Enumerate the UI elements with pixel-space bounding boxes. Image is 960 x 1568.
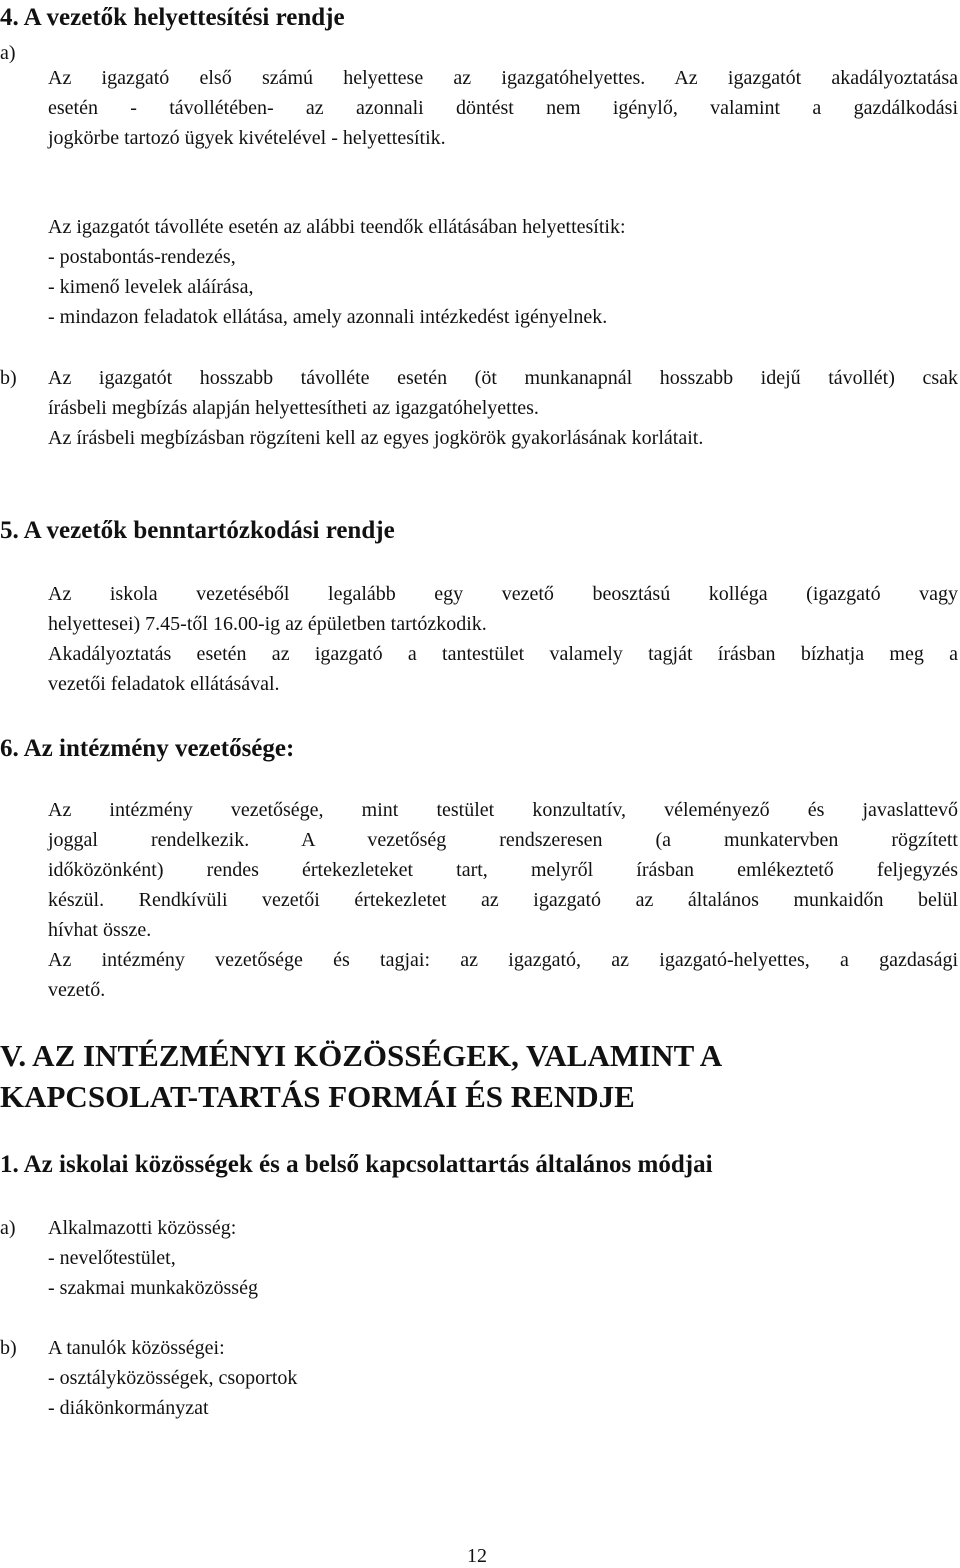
subsection-1-item-b-list	[48, 1333, 297, 1423]
chapter-v-heading-line-2: KAPCSOLAT-TARTÁS FORMÁI ÉS RENDJE	[0, 1079, 635, 1114]
subsection-1-item-a-label: a)	[0, 1217, 16, 1239]
text-line: hívhat össze.	[48, 919, 152, 941]
text-line: Az iskola vezetéséből legalább egy vezető beosztású kolléga (igazgató vagy	[48, 583, 958, 605]
text-line: Az írásbeli megbízásban rögzíteni kell az egyes jogkörök gyakorlásának korlátait.	[48, 427, 704, 449]
text-line: vezetői feladatok ellátásával.	[48, 673, 280, 695]
text-line: időközönként) rendes értekezleteket tart, melyről írásban emlékeztető feljegyzés	[48, 859, 958, 881]
text-line: Az igazgatót hosszabb távolléte esetén (öt munkanapnál hosszabb idejű távollét) csak	[48, 367, 958, 389]
list-item: - kimenő levelek aláírása,	[48, 276, 254, 298]
text-line: esetén - távollétében- az azonnali döntést nem igénylő, valamint a gazdálkodási	[48, 97, 958, 119]
text-line: A tanulók közösségei:	[48, 1337, 225, 1359]
section-5-text	[48, 579, 958, 699]
text-line: jogkörbe tartozó ügyek kivételével - helyettesítik.	[48, 127, 446, 149]
section-4-item-a-text	[48, 63, 958, 153]
text-line: Az intézmény vezetősége, mint testület konzultatív, véleményező és javaslattevő	[48, 799, 958, 821]
section-5-heading: 5. A vezetők benntartózkodási rendje	[0, 517, 395, 544]
text-line: írásbeli megbízás alapján helyettesítheti az igazgatóhelyettes.	[48, 397, 539, 419]
page-number: 12	[467, 1545, 487, 1567]
section-4-item-a-list	[48, 212, 626, 332]
text-line: Az igazgató első számú helyettese az igazgatóhelyettes. Az igazgatót akadályoztatása	[48, 67, 958, 89]
list-item: - osztályközösségek, csoportok	[48, 1367, 298, 1389]
list-item: - postabontás-rendezés,	[48, 246, 236, 268]
subsection-1-item-b-label: b)	[0, 1337, 17, 1359]
list-item: - diákönkormányzat	[48, 1397, 209, 1419]
section-4-item-b-label: b)	[0, 367, 17, 389]
text-line: Akadályoztatás esetén az igazgató a tantestület valamely tagját írásban bízhatja meg a	[48, 643, 958, 665]
text-line: Az intézmény vezetősége és tagjai: az igazgató, az igazgató-helyettes, a gazdasági	[48, 949, 958, 971]
section-4-item-b-text	[48, 363, 958, 453]
list-item: - nevelőtestület,	[48, 1247, 176, 1269]
text-line: helyettesei) 7.45-től 16.00-ig az épületben tartózkodik.	[48, 613, 487, 635]
text-line: készül. Rendkívüli vezetői értekezletet az igazgató az általános munkaidőn belül	[48, 889, 958, 911]
list-item: - mindazon feladatok ellátása, amely azonnali intézkedést igényelnek.	[48, 306, 608, 328]
text-line: Az igazgatót távolléte esetén az alábbi teendők ellátásában helyettesítik:	[48, 216, 626, 238]
list-item: - szakmai munkaközösség	[48, 1277, 258, 1299]
section-4-item-a-label: a)	[0, 42, 16, 64]
subsection-1-item-a-list	[48, 1213, 258, 1303]
text-line: joggal rendelkezik. A vezetőség rendszeresen (a munkatervben rögzített	[48, 829, 958, 851]
section-4-heading: 4. A vezetők helyettesítési rendje	[0, 4, 345, 31]
text-line: Alkalmazotti közösség:	[48, 1217, 237, 1239]
section-6-text	[48, 795, 958, 1005]
chapter-v-heading-line-1: V. AZ INTÉZMÉNYI KÖZÖSSÉGEK, VALAMINT A	[0, 1038, 723, 1073]
text-line: vezető.	[48, 979, 106, 1001]
section-6-heading: 6. Az intézmény vezetősége:	[0, 735, 295, 762]
subsection-1-heading: 1. Az iskolai közösségek és a belső kapcsolattartás általános módjai	[0, 1151, 713, 1178]
